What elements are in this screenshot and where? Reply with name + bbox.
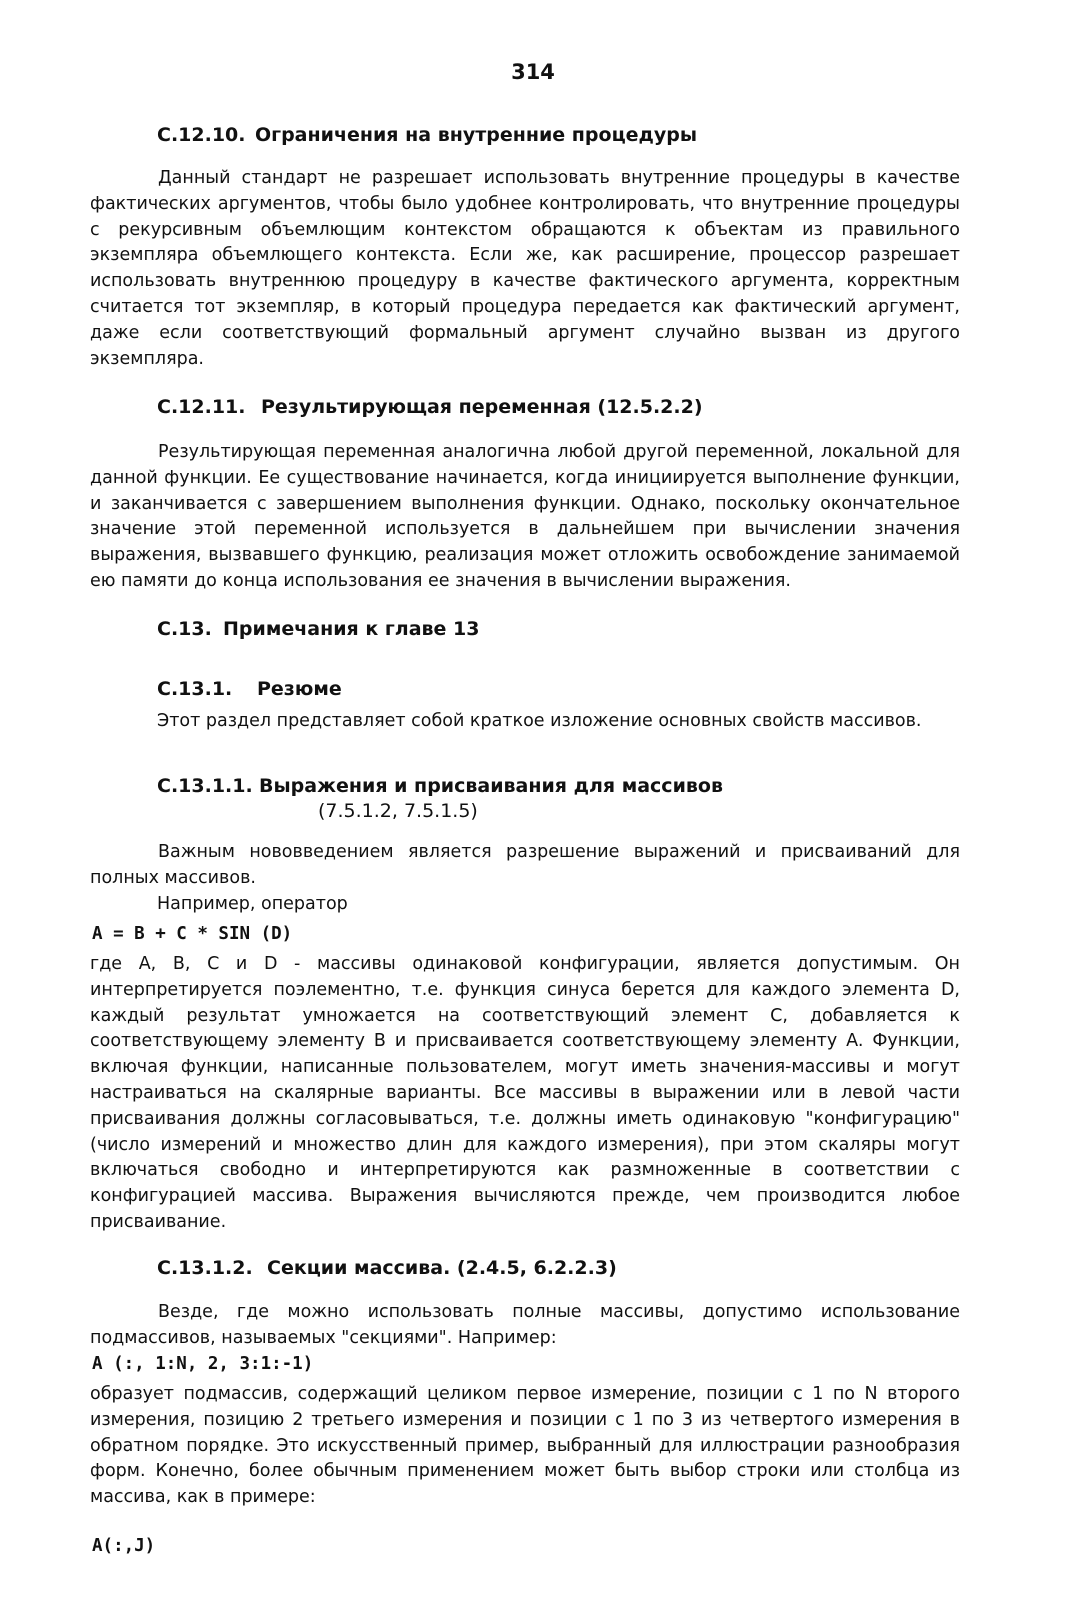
section-heading — [157, 678, 342, 700]
section-title: Резюме — [257, 678, 342, 700]
paragraph: Результирующая переменная аналогична любой другой переменной, локальной для данной функции. Ее существование начинается, когда инициируется выполнение функции, и заканчивается с завершением выполнения функции. Однако, поскольку окончательное значение этой переменной используется в дальнейшем при вычислении значения выражения, вызвавшего функцию, реализация может отложить освобождение занимаемой ею памяти до конца использования ее значения в вычислении выражения. — [90, 442, 960, 591]
section-title: Ограничения на внутренние процедуры — [255, 124, 698, 146]
section-number: C.13. — [157, 618, 212, 640]
section-number: C.12.10. — [157, 124, 246, 146]
paragraph-intro: Например, оператор — [157, 894, 348, 914]
code-example: A (:, 1:N, 2, 3:1:-1) — [92, 1354, 314, 1374]
section-number: C.13.1. — [157, 678, 233, 700]
paragraph: Важным нововведением является разрешение выражений и присваиваний для полных массивов. — [90, 842, 960, 888]
section-title: Примечания к главе 13 — [223, 618, 480, 640]
paragraph: Данный стандарт не разрешает использовать внутренние процедуры в качестве фактических аргументов, чтобы было удобнее контролировать, что внутренние процедуры с рекурсивным объемлющим контекстом обращаются к объектам из правильного экземпляра объемлющего контекста. Если же, как расширение, процессор разрешает использовать внутреннюю процедуру в качестве фактического аргумента, корректным считается тот экземпляр, в который процедура передается как фактический аргумент, даже если соответствующий формальный аргумент случайно вызван из другого экземпляра. — [90, 168, 960, 369]
section-number: C.13.1.1. — [157, 775, 253, 797]
paragraph: где A, B, C и D - массивы одинаковой конфигурации, является допустимым. Он интерпретируется поэлементно, т.е. функция синуса берется для каждого элемента D, каждый результат умножается на соответствующий элемент C, добавляется к соответствующему элементу B и присваивается соответствующему элементу A. Функции, включая функции, написанные пользователем, могут иметь значения-массивы и могут настраиваться на скалярные варианты. Все массивы в выражении или в левой части присваивания должны согласовываться, т.е. должны иметь одинаковую "конфигурацию" (число измерений и множество длин для каждого измерения), при этом скаляры могут включаться свободно и интерпретируются как размноженные в соответствии с конфигурацией массива. Выражения вычисляются прежде, чем производится любое присваивание. — [90, 954, 960, 1232]
section-heading — [157, 124, 697, 146]
section-heading — [157, 775, 723, 797]
section-heading — [157, 1257, 617, 1279]
paragraph: Везде, где можно использовать полные массивы, допустимо использование подмассивов, называемых "секциями". Например: — [90, 1302, 960, 1348]
page-number: 314 — [511, 60, 555, 84]
section-title: Секции массива. (2.4.5, 6.2.2.3) — [267, 1257, 617, 1279]
section-number: C.12.11. — [157, 396, 246, 418]
section-title: Результирующая переменная (12.5.2.2) — [261, 396, 703, 418]
paragraph: образует подмассив, содержащий целиком первое измерение, позиции с 1 по N второго измерения, позицию 2 третьего измерения и позиции с 1 по 3 из четвертого измерения в обратном порядке. Это искусственный пример, выбранный для иллюстрации разнообразия форм. Конечно, более обычным применением может быть выбор строки или столбца из массива, как в примере: — [90, 1384, 960, 1508]
paragraph: Этот раздел представляет собой краткое изложение основных свойств массивов. — [157, 711, 922, 731]
code-example: A(:,J) — [92, 1536, 156, 1556]
code-example: A = B + C * SIN (D) — [92, 924, 293, 944]
section-reference: (7.5.1.2, 7.5.1.5) — [318, 800, 478, 822]
section-heading — [157, 618, 480, 640]
section-heading — [157, 396, 703, 418]
section-number: C.13.1.2. — [157, 1257, 253, 1279]
section-title: Выражения и присваивания для массивов — [259, 775, 723, 797]
